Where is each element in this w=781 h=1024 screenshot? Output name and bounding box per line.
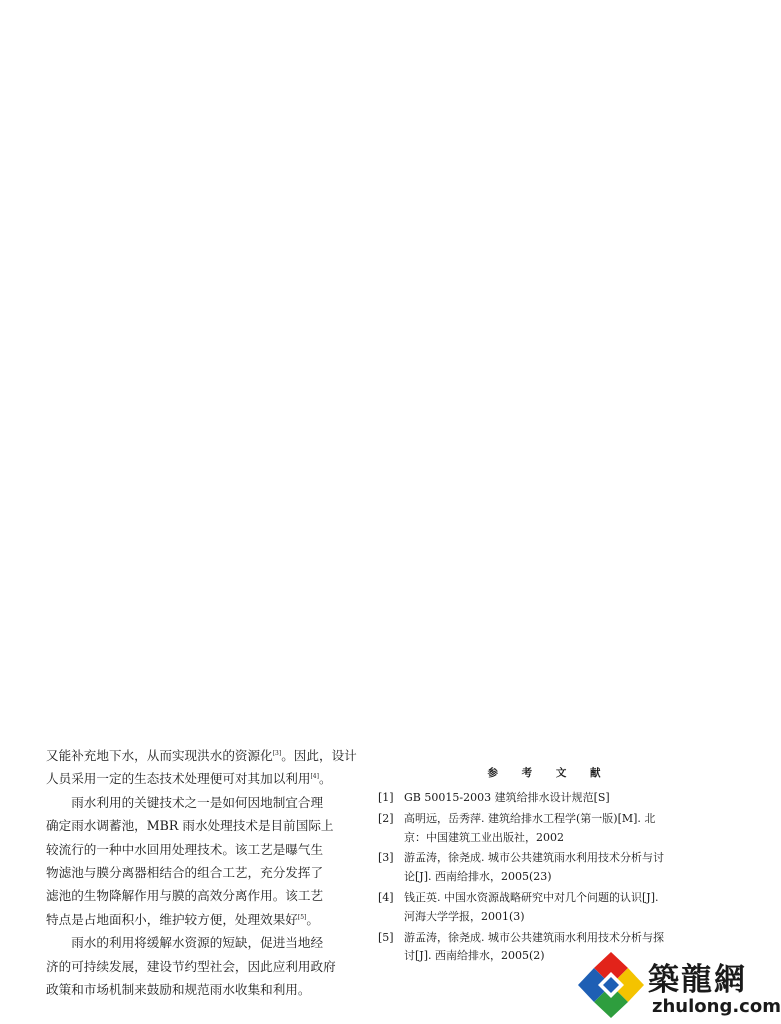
paragraph-1: [46, 744, 358, 791]
reference-item: [378, 789, 698, 808]
zhulong-watermark: [576, 948, 781, 1024]
text-line: 济的可持续发展，建设节约型社会，因此应利用政府: [46, 958, 336, 974]
reference-text: 高明远，岳秀萍. 建筑给排水工程学(第一版)[M]. 北 京：中国建筑工业出版社，2002: [404, 811, 656, 844]
text-line: 雨水利用的关键技术之一是如何因地制宜合理: [71, 794, 324, 810]
reference-list: [378, 789, 698, 966]
citation-4: [4]: [310, 773, 319, 781]
text-line: 滤池的生物降解作用与膜的高效分离作用。该工艺: [46, 888, 324, 904]
references-section: [378, 765, 698, 968]
citation-3: [3]: [272, 749, 282, 757]
text-line: 特点是占地面积小，维护较方便，处理效果好[5]。: [46, 911, 319, 927]
reference-text: GB 50015-2003 建筑给排水设计规范[S]: [404, 791, 610, 804]
watermark-url: zhulong.com: [652, 996, 781, 1017]
body-text-column: [46, 744, 358, 1001]
citation-5: [5]: [297, 913, 307, 921]
text-line: 雨水的利用将缓解水资源的短缺，促进当地经: [71, 935, 324, 951]
text-line: 物滤池与膜分离器相结合的组合工艺，充分发挥了: [46, 865, 324, 881]
reference-item: [378, 889, 698, 927]
zhulong-logo-icon: [576, 950, 646, 1020]
text-line: 政策和市场机制来鼓励和规范雨水收集和利用。: [46, 982, 311, 998]
reference-number: [3]: [378, 851, 394, 865]
paragraph-2: [46, 791, 358, 931]
text-line: 又能补充地下水，从而实现洪水的资源化[3]。因此，设计: [46, 748, 357, 763]
reference-number: [2]: [378, 811, 394, 825]
reference-text: 钱正英. 中国水资源战略研究中对几个问题的认识[J]. 河海大学学报，2001(3): [404, 890, 659, 923]
reference-number: [4]: [378, 890, 394, 904]
watermark-name: 築龍網: [648, 962, 747, 998]
reference-number: [5]: [378, 930, 394, 944]
references-title: 参 考 文 献: [487, 767, 611, 779]
reference-item: [378, 810, 698, 848]
text-line: 较流行的一种中水回用处理技术。该工艺是曝气生: [46, 841, 324, 857]
reference-number: [1]: [378, 791, 394, 804]
text-line: 确定雨水调蓄池，MBR 雨水处理技术是目前国际上: [46, 818, 334, 834]
reference-item: [378, 849, 698, 887]
text-line: 人员采用一定的生态技术处理便可对其加以利用[4]。: [46, 771, 332, 787]
reference-text: 游孟涛，徐尧成. 城市公共建筑雨水利用技术分析与讨 论[J]. 西南给排水，2005(23): [404, 851, 664, 884]
paragraph-3: [46, 931, 358, 1001]
reference-text: 游孟涛，徐尧成. 城市公共建筑雨水利用技术分析与探 讨[J]. 西南给排水，2005(2): [404, 930, 664, 963]
